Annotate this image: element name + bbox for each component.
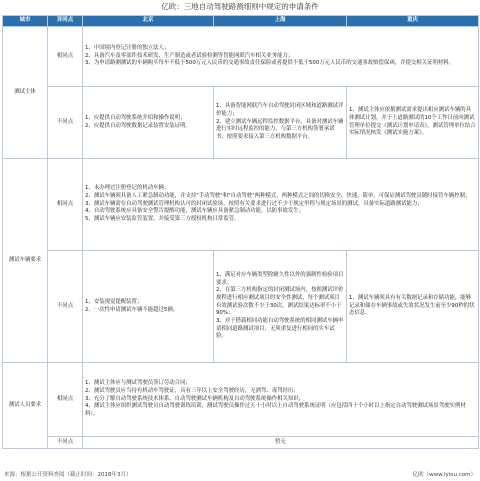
subject-same-cell [83,27,479,87]
personnel-same-cell [83,363,479,437]
comparison-table [2,15,479,449]
vehicle-same-label: 相同点 [48,159,83,251]
subject-same-label: 相同点 [48,27,83,87]
footer-source: 来源：根据公开资料查阅（截止时间：2018年3月） [4,472,132,478]
header-shanghai: 上海 [214,16,347,27]
header-chongqing: 重庆 [347,16,479,27]
subject-shanghai-line: 2、建立测试车辆远程监控数据平台，具备对测试车辆进行实时远程监控的能力，与第三方机构签署承诺书，按照要求接入第三方机构数据平台。 [216,118,344,140]
subject-diff-label: 不同点 [48,87,83,159]
subject-shanghai-line: 1、具备智能网联汽车自动驾驶封闭区域和道路测试评价能力； [216,103,344,117]
vehicle-beijing-line: 2、一次性申请测试车辆不能超过5辆。 [85,306,179,313]
vehicle-shanghai-line: 2、在第三方机构指定的封闭测试场内，按照测试评价规程进行相应测试项目的安全性测试，每个测试项目有效测试验次数不少于30次，测试结果达标率不小于90%； [216,287,344,317]
subject-category: 测试主体 [3,27,48,159]
personnel-diff-row [3,437,479,449]
subject-diff-beijing [83,87,214,159]
vehicle-beijing-line: 1、安装视觉提醒装置； [85,298,143,305]
vehicle-same-line: 4、自动驾驶系统应具备安全警告提醒功能，测试车辆应具备紧急制动功能，以防事故发生； [85,208,305,215]
personnel-diff-label: 不同点 [48,437,83,449]
vehicle-same-line: 3、测试车辆需在自动驾驶测试管理机构认可的封闭试验场，按照有关要求进行过不少于规定里程与规定场景的测试，具备实际道路测试能力； [85,200,423,207]
vehicle-shanghai-line: 3、对于搭载相同功能自动驾驶系统的相同测试车辆申请相同道路测试项目，无须重复进行相同的实车试验。 [216,318,344,340]
vehicle-same-line: 1、未办理过注册登记的机动车辆； [85,185,170,192]
subject-same-line: 1、中国境内登记注册的独立法人； [85,44,170,51]
vehicle-same-line: 2、测试车辆须具备人工紧急制动功能，并支持"手动驾驶"和"自动驾驶"两种模式，两种模式之间的切换安全、快速、简单，可保证测试驾驶员随时接管车辆控制； [85,192,471,199]
vehicle-chongqing-line: 1、测试车辆须具有有关数据记录和存储功能，能够记录和储存车辆事故或失效状况发生前至少90秒的状态信息。 [349,294,475,317]
vehicle-diff-row [3,251,479,363]
vehicle-same-row [3,159,479,251]
vehicle-same-cell [83,159,479,251]
personnel-category: 测试人员要求 [3,363,48,449]
vehicle-diff-shanghai [214,251,347,363]
subject-diff-row [3,87,479,159]
footer-brand: 亿欧（www.iyiou.com） [412,472,476,478]
vehicle-shanghai-line: 1、满足对应车辆类型除耐久性以外的强制性检验项目要求； [216,271,344,286]
subject-beijing-line: 1、应提供自动驾驶系统介绍和操作说明； [85,114,186,121]
vehicle-diff-chongqing [347,251,479,363]
subject-beijing-line: 2、应提供自动驾驶数据记录装置安装证明。 [85,122,191,129]
vehicle-diff-beijing [83,251,214,363]
subject-same-line: 3、为申请路测测试的车辆购买每车不低于500万元人民币的交通事故责任保险或者提供不低于500万元人民币的交通事故赔偿保函，并提交相关证明材料。 [85,60,455,67]
vehicle-category: 测试车辆要求 [3,159,48,363]
personnel-same-line: 4、测试主体应组织测试驾驶员自动驾驶训练培训，测试驾驶员操作过五十小时以上自动驾驶系统证明（应包括四十个小时以上指定自动驾驶测试场景驾驶实例材料）。 [85,403,466,417]
personnel-diff-cell: 暂无 [83,437,479,449]
personnel-same-row [3,363,479,437]
personnel-same-line: 3、充分了解自动驾驶系统技术体系、自动驾驶测试车辆机构及自动驾驶系统操作相关知识； [85,395,305,402]
subject-diff-chongqing [347,87,479,159]
personnel-same-line: 1、测试主体应与测试驾驶员签订劳动合同； [85,380,191,387]
footer [0,470,480,481]
header-city: 城市 [3,16,48,27]
header-row [3,16,479,27]
header-difference: 异同点 [48,16,83,27]
vehicle-diff-label: 不同点 [48,251,83,363]
header-beijing: 北京 [83,16,214,27]
personnel-same-line: 2、测试驾驶员应当持有机动车驾驶证，具有三年以上安全驾驶经历，无酒驾、毒驾经历； [85,387,299,394]
subject-diff-shanghai [214,87,347,159]
page-title: 亿欧：三地自动驾驶路测细则中规定的申请条件 [161,2,319,11]
vehicle-same-line: 5、测试车辆应安装监管装置，并接受第三方授权机构日常监管。 [85,216,240,222]
personnel-same-label: 相同点 [48,363,83,437]
subject-same-row [3,27,479,87]
subject-chongqing-line: 1、测试主体应依据测试需求提出相应测试车辆的具体测试计划，并于上道路测试的10个工作日前向测试管理单位提交《测试计划申请表》，测试管理单位结合实际情况核发《测试实施方案》。 [349,107,476,137]
subject-same-line: 2、具备汽车及零部件技术研发、生产制造或者试验检测等智能网联汽车相关业务能力； [85,52,294,59]
